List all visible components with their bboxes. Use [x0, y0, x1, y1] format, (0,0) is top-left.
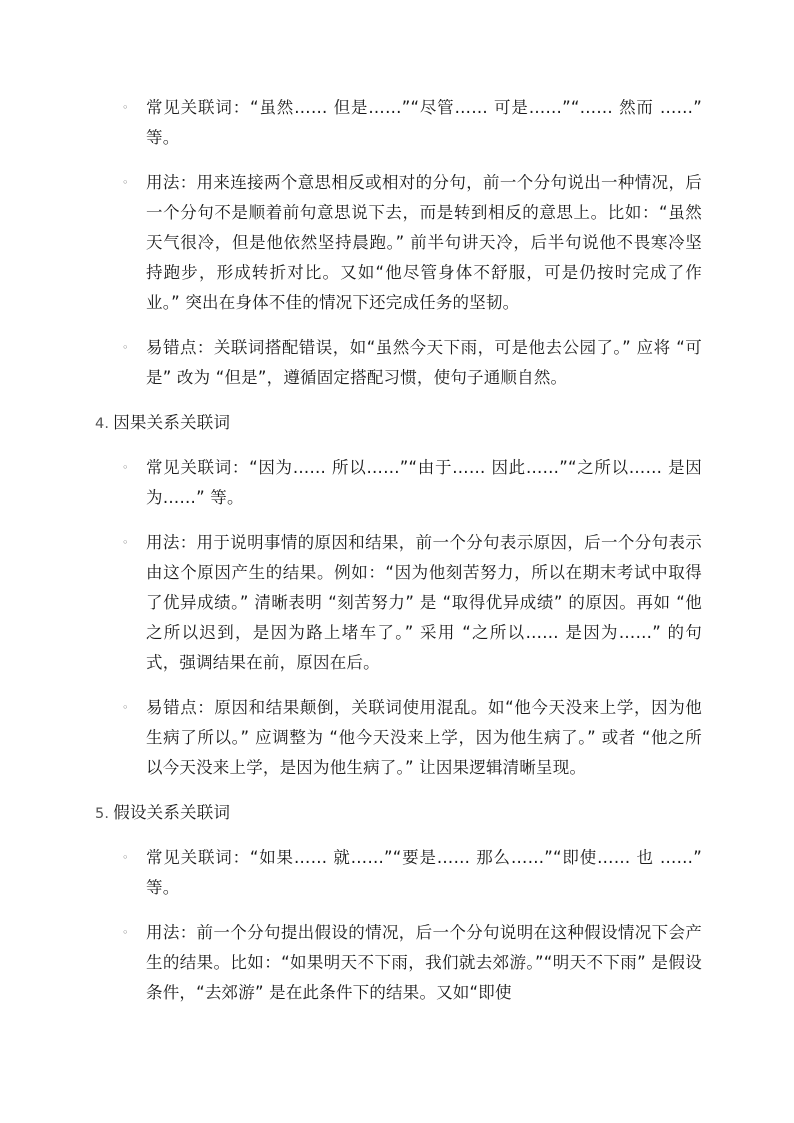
bullet-list-hypothetical	[0, 843, 794, 1008]
bullet-marker-icon: ◦	[122, 101, 129, 114]
bullet-marker-icon: ◦	[122, 851, 129, 864]
section-number: 4.	[95, 416, 110, 432]
list-item	[122, 918, 702, 1008]
bullet-list-turning	[0, 93, 794, 393]
bullet-marker-icon: ◦	[122, 701, 129, 714]
section-heading-causal	[95, 408, 794, 439]
list-item	[122, 693, 702, 783]
section-number: 5.	[95, 806, 110, 822]
list-item	[122, 93, 702, 153]
list-item-text: 用法：前一个分句提出假设的情况，后一个分句说明在这种假设情况下会产生的结果。比如：“如果明天不下雨，我们就去郊游。”“明天不下雨” 是假设条件，“去郊游” 是在此条件下的结果。又如“即使	[146, 923, 702, 1002]
list-item-text: 易错点：原因和结果颠倒，关联词使用混乱。如“他今天没来上学，因为他生病了所以。” 应调整为 “他今天没来上学，因为他生病了。” 或者 “他之所以今天没来上学，是因为他生病了。” 让因果逻辑清晰呈现。	[146, 698, 702, 777]
list-item	[122, 843, 702, 903]
list-item-text: 常见关联词：“虽然…… 但是……”“尽管…… 可是……”“…… 然而 ……” 等。	[146, 98, 702, 147]
list-item-text: 用法：用于说明事情的原因和结果，前一个分句表示原因，后一个分句表示由这个原因产生的结果。例如：“因为他刻苦努力，所以在期末考试中取得了优异成绩。” 清晰表明 “刻苦努力” 是 “取得优异成绩” 的原因。再如 “他之所以迟到，是因为路上堵车了。” 采用 “之所以…… 是因为……” 的句式，强调结果在前，原因在后。	[146, 533, 702, 672]
bullet-marker-icon: ◦	[122, 341, 129, 354]
section-title: 因果关系关联词	[113, 413, 231, 432]
bullet-marker-icon: ◦	[122, 926, 129, 939]
list-item	[122, 333, 702, 393]
list-item	[122, 528, 702, 678]
bullet-list-causal	[0, 453, 794, 783]
bullet-marker-icon: ◦	[122, 536, 129, 549]
list-item	[122, 453, 702, 513]
list-item	[122, 168, 702, 318]
list-item-text: 易错点：关联词搭配错误，如“虽然今天下雨，可是他去公园了。” 应将 “可是” 改为 “但是”，遵循固定搭配习惯，使句子通顺自然。	[146, 338, 702, 387]
bullet-marker-icon: ◦	[122, 176, 129, 189]
list-item-text: 常见关联词：“如果…… 就……”“要是…… 那么……”“即使…… 也 ……” 等。	[146, 848, 702, 897]
bullet-marker-icon: ◦	[122, 461, 129, 474]
list-item-text: 常见关联词：“因为…… 所以……”“由于…… 因此……”“之所以…… 是因为……” 等。	[146, 458, 702, 507]
list-item-text: 用法：用来连接两个意思相反或相对的分句，前一个分句说出一种情况，后一个分句不是顺着前句意思说下去，而是转到相反的意思上。比如：“虽然天气很冷，但是他依然坚持晨跑。” 前半句讲天冷，后半句说他不畏寒冷坚持跑步，形成转折对比。又如“他尽管身体不舒服，可是仍按时完成了作业。” 突出在身体不佳的情况下还完成任务的坚韧。	[146, 173, 702, 312]
section-title: 假设关系关联词	[113, 803, 231, 822]
section-heading-hypothetical	[95, 798, 794, 829]
